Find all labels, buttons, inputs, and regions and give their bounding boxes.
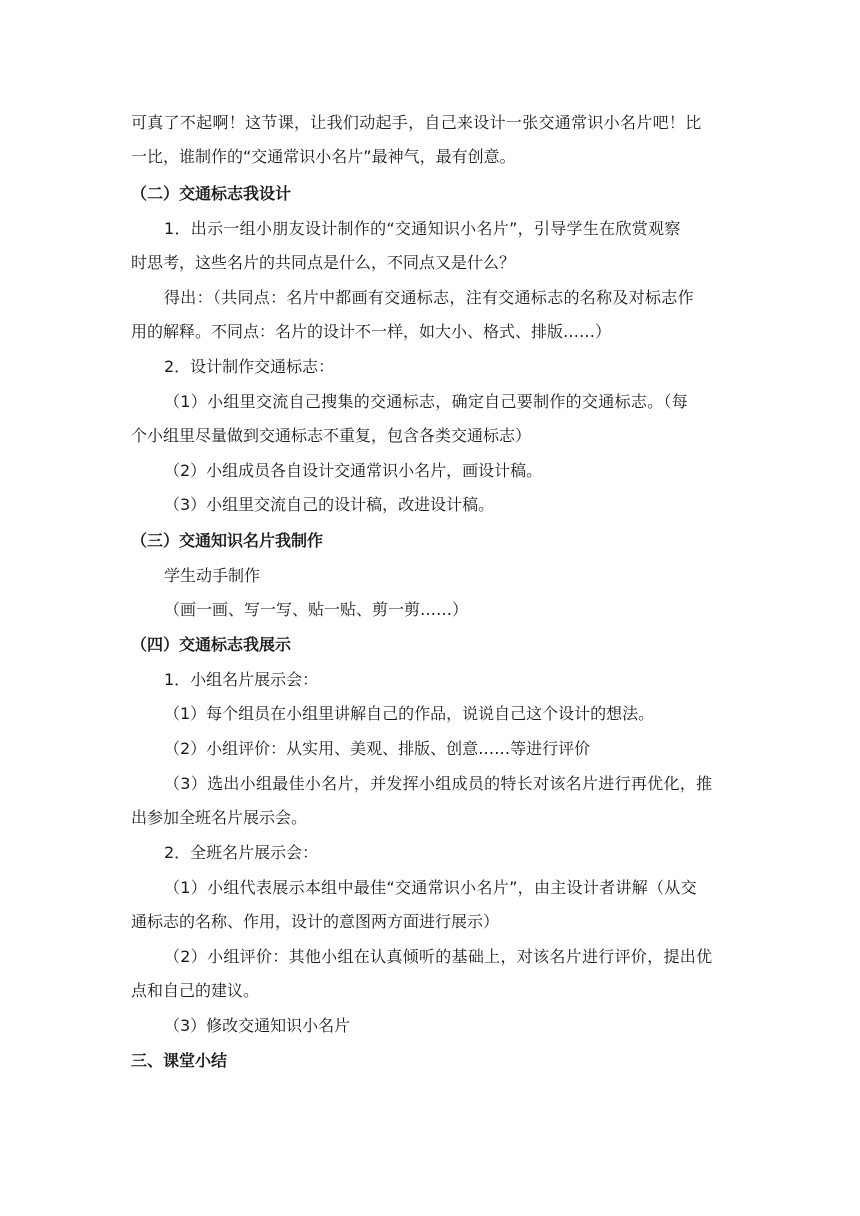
item-2-heading: 2．设计制作交通标志： [164, 357, 335, 376]
group-showcase-item-3-line-1: （3）选出小组最佳小名片，并发挥小组成员的特长对该名片进行再优化，推 [164, 774, 713, 793]
section-heading-4: （四）交通标志我展示 [131, 635, 292, 654]
class-showcase-item-1-line-1: （1）小组代表展示本组中最佳“交通常识小名片”，由主设计者讲解（从交 [164, 878, 697, 897]
sub-item-2: （2）小组成员各自设计交通常识小名片，画设计稿。 [164, 461, 543, 480]
section-heading-summary: 三、课堂小结 [131, 1051, 228, 1070]
sub-item-1-line-2: 个小组里尽量做到交通标志不重复，包含各类交通标志） [131, 426, 532, 445]
section-heading-3: （三）交通知识名片我制作 [131, 531, 324, 550]
activity-methods: （画一画、写一写、贴一贴、剪一剪……） [164, 600, 469, 619]
class-showcase-item-3: （3）修改交通知识小名片 [164, 1016, 351, 1035]
group-showcase-item-3-line-2: 出参加全班名片展示会。 [131, 808, 308, 827]
group-showcase-item-2: （2）小组评价：从实用、美观、排版、创意……等进行评价 [164, 739, 591, 758]
conclusion-line-2: 用的解释。不同点：名片的设计不一样，如大小、格式、排版……） [131, 322, 612, 341]
paragraph-intro-line-2: 一比，谁制作的“交通常识小名片”最神气，最有创意。 [131, 147, 516, 166]
paragraph-intro-line-1: 可真了不起啊！这节课，让我们动起手，自己来设计一张交通常识小名片吧！比 [131, 113, 702, 132]
item-1-line-1: 1．出示一组小朋友设计制作的“交通知识小名片”，引导学生在欣赏观察 [164, 219, 681, 238]
group-showcase-heading: 1．小组名片展示会： [164, 670, 319, 689]
class-showcase-heading: 2．全班名片展示会： [164, 843, 319, 862]
section-heading-2: （二）交通标志我设计 [131, 184, 292, 203]
sub-item-3: （3）小组里交流自己的设计稿，改进设计稿。 [164, 495, 495, 514]
sub-item-1-line-1: （1）小组里交流自己搜集的交通标志，确定自己要制作的交通标志。（每 [164, 392, 689, 411]
class-showcase-item-1-line-2: 通标志的名称、作用，设计的意图两方面进行展示） [131, 912, 500, 931]
student-activity: 学生动手制作 [164, 566, 261, 585]
class-showcase-item-2-line-1: （2）小组评价：其他小组在认真倾听的基础上，对该名片进行评价，提出优 [164, 947, 713, 966]
group-showcase-item-1: （1）每个组员在小组里讲解自己的作品，说说自己这个设计的想法。 [164, 704, 655, 723]
conclusion-line-1: 得出：（共同点：名片中都画有交通标志，注有交通标志的名称及对标志作 [164, 288, 694, 307]
item-1-line-2: 时思考，这些名片的共同点是什么，不同点又是什么？ [131, 253, 516, 272]
class-showcase-item-2-line-2: 点和自己的建议。 [131, 981, 260, 1000]
